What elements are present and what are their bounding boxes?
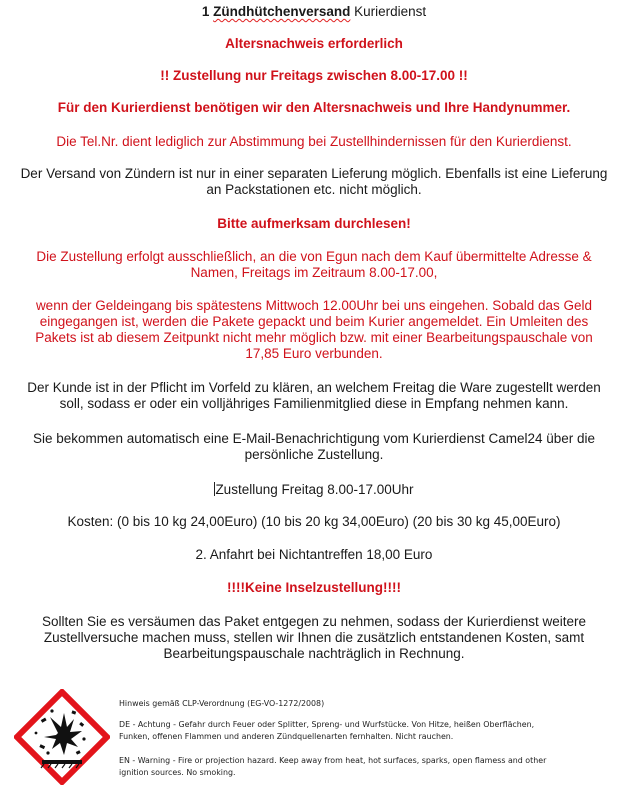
missed-delivery-text [0, 614, 628, 662]
clp-german-line: DE - Achtung - Gefahr durch Feuer oder Splitter, Spreng- und Wurfstücke. Von Hitze, heißen Oberflächen, [119, 720, 535, 729]
clp-english-warning [119, 755, 559, 778]
clp-english-line: ignition sources. No smoking. [119, 767, 236, 777]
friday-only-notice: !! Zustellung nur Freitags zwischen 8.00-17.00 !! [160, 68, 468, 83]
email-notification-line: persönliche Zustellung. [244, 447, 384, 462]
clp-heading: Hinweis gemäß CLP-Verordnung (EG-VO-1272/2008) [119, 699, 325, 708]
delivery-address-line: Die Zustellung erfolgt ausschließlich, an die von Egun nach dem Kauf übermittelte Adresse & [36, 249, 592, 264]
missed-delivery-line: Bearbeitungspauschale nachträglich in Rechnung. [163, 646, 465, 661]
missed-delivery-line: Zustellversuche machen muss, stellen wir Ihnen die zusätzlich entstandenen Kosten, samt [43, 630, 585, 645]
phone-info-notice: Die Tel.Nr. dient lediglich zur Abstimmung bei Zustellhindernissen für den Kurierdienst. [56, 134, 572, 149]
second-trip-cost-text: 2. Anfahrt bei Nichtantreffen 18,00 Euro [195, 547, 433, 562]
title-suffix: Kurierdienst [350, 4, 427, 19]
title-brand: Zündhütchenversand [213, 4, 351, 19]
clp-german-warning [119, 719, 559, 742]
customer-duty-line: soll, sodass er oder ein volljähriges Familienmitglied diese in Empfang nehmen kann. [59, 396, 569, 411]
separate-delivery-line: Der Versand von Zündern ist nur in einer separaten Lieferung möglich. Ebenfalls ist eine Lieferung [20, 166, 608, 181]
clp-english-line: EN - Warning - Fire or projection hazard. Keep away from heat, hot surfaces, sparks, open flamess and other [119, 756, 547, 765]
title-prefix: 1 [201, 4, 214, 19]
payment-deadline-line: eingegangen ist, werden die Pakete gepackt und beim Kurier angemeldet. Ein Umleiten des [39, 314, 589, 329]
customer-duty-text [0, 380, 628, 412]
payment-deadline-line: 17,85 Euro verbunden. [245, 346, 383, 361]
clp-german-line: Funken, offenen Flammen und anderen Zündquellenarten fernhalten. Nicht rauchen. [119, 731, 454, 741]
payment-deadline-line: Pakets ist ab diesem Zeitpunkt nicht mehr möglich bzw. mit einer Bearbeitungspauschale von [35, 330, 593, 345]
delivery-address-text [0, 249, 628, 281]
age-proof-notice: Altersnachweis erforderlich [225, 36, 403, 51]
friday-time-text [0, 482, 628, 498]
email-notification-text [0, 431, 628, 463]
page-title [0, 4, 628, 20]
customer-duty-line: Der Kunde ist in der Pflicht im Vorfeld zu klären, an welchem Freitag die Ware zugestellt werden [27, 380, 601, 395]
no-island-notice: !!!!Keine Inselzustellung!!!! [227, 580, 401, 595]
payment-deadline-line: wenn der Geldeingang bis spätestens Mittwoch 12.00Uhr bei uns eingehen. Sobald das Geld [35, 298, 593, 313]
missed-delivery-line: Sollten Sie es versäumen das Paket entgegen zu nehmen, sodass der Kurierdienst weitere [41, 614, 587, 629]
explosive-hazard-icon [14, 689, 110, 785]
separate-delivery-line: an Packstationen etc. nicht möglich. [206, 182, 422, 197]
delivery-address-line: Namen, Freitags im Zeitraum 8.00-17.00, [190, 265, 438, 280]
payment-deadline-text [0, 298, 628, 362]
shipping-costs-text: Kosten: (0 bis 10 kg 24,00Euro) (10 bis 20 kg 34,00Euro) (20 bis 30 kg 45,00Euro) [67, 514, 561, 529]
friday-time-label: Zustellung Freitag 8.00-17.00Uhr [215, 482, 414, 497]
separate-delivery-text [0, 166, 628, 198]
read-carefully-notice: Bitte aufmerksam durchlesen! [217, 216, 411, 231]
need-info-notice: Für den Kurierdienst benötigen wir den Altersnachweis und Ihre Handynummer. [57, 100, 571, 115]
email-notification-line: Sie bekommen automatisch eine E-Mail-Benachrichtigung vom Kurierdienst Camel24 über die [32, 431, 596, 446]
